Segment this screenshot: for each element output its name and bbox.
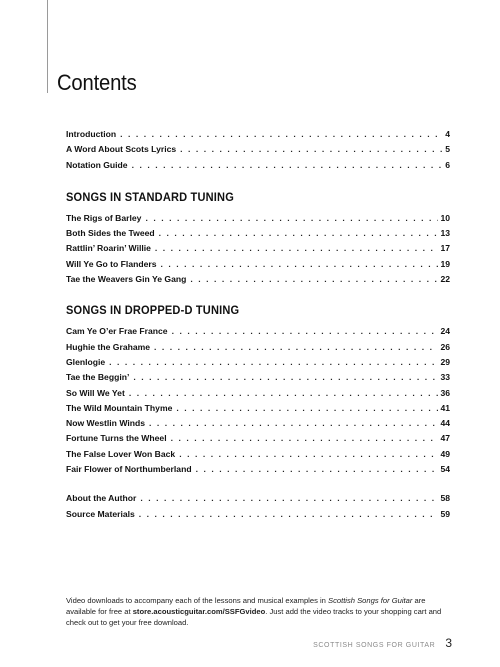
toc-entry-title: Introduction bbox=[66, 129, 117, 139]
toc-entry[interactable] bbox=[66, 142, 450, 157]
toc-entry-page: 19 bbox=[440, 258, 450, 269]
dot-leader bbox=[196, 462, 439, 477]
toc-entry[interactable] bbox=[66, 401, 450, 416]
toc-entry-page: 10 bbox=[440, 212, 450, 223]
toc-entry-page: 4 bbox=[445, 129, 450, 139]
toc-entry-title: Fortune Turns the Wheel bbox=[66, 433, 167, 444]
table-of-contents bbox=[66, 127, 450, 522]
toc-entry-page: 54 bbox=[440, 464, 450, 475]
spacer bbox=[66, 287, 450, 302]
toc-entry-page: 13 bbox=[440, 228, 450, 239]
dot-leader bbox=[133, 370, 438, 385]
toc-entry-page: 58 bbox=[440, 493, 450, 504]
video-download-note bbox=[66, 595, 452, 628]
toc-entry-title: Tae the Weavers Gin Ye Gang bbox=[66, 274, 187, 285]
dot-leader bbox=[179, 447, 438, 462]
dot-leader bbox=[180, 142, 443, 157]
dot-leader bbox=[159, 226, 439, 241]
toc-entry-page: 6 bbox=[445, 159, 450, 170]
back-matter-section bbox=[66, 491, 450, 522]
toc-entry-title: Hughie the Grahame bbox=[66, 341, 151, 352]
toc-entry[interactable] bbox=[66, 416, 450, 431]
toc-entry[interactable] bbox=[66, 386, 450, 401]
toc-entry-title: Will Ye Go to Flanders bbox=[66, 258, 157, 269]
toc-entry[interactable] bbox=[66, 462, 450, 477]
toc-entry-page: 36 bbox=[440, 387, 450, 398]
dot-leader bbox=[161, 257, 439, 272]
dot-leader bbox=[172, 324, 439, 339]
toc-entry[interactable] bbox=[66, 272, 450, 287]
toc-entry[interactable] bbox=[66, 507, 450, 522]
toc-entry-title: Tae the Beggin’ bbox=[66, 372, 130, 383]
toc-entry-title: Both Sides the Tweed bbox=[66, 228, 155, 239]
section-heading: SONGS IN DROPPED-D TUNING bbox=[66, 303, 240, 318]
dot-leader bbox=[154, 340, 438, 355]
toc-entry-title: Glenlogie bbox=[66, 356, 106, 367]
dot-leader bbox=[139, 507, 439, 522]
toc-entry-page: 29 bbox=[440, 356, 450, 367]
note-text: Video downloads to accompany each of the lessons and musical examples in bbox=[66, 595, 328, 605]
book-title: Scottish Songs for Guitar bbox=[328, 595, 413, 605]
toc-entry[interactable] bbox=[66, 491, 450, 506]
toc-entry-title: About the Author bbox=[66, 493, 137, 504]
dot-leader bbox=[109, 355, 438, 370]
toc-entry[interactable] bbox=[66, 370, 450, 385]
dot-leader bbox=[132, 158, 444, 173]
toc-entry-page: 49 bbox=[440, 448, 450, 459]
toc-entry[interactable] bbox=[66, 158, 450, 173]
front-matter-section bbox=[66, 127, 450, 173]
toc-entry[interactable] bbox=[66, 355, 450, 370]
toc-entry-page: 47 bbox=[440, 433, 450, 444]
toc-entry-title: Notation Guide bbox=[66, 159, 128, 170]
toc-entry[interactable] bbox=[66, 127, 450, 142]
standard-tuning-section bbox=[66, 189, 450, 287]
toc-entry-title: The False Lover Won Back bbox=[66, 448, 176, 459]
toc-entry-title: So Will We Yet bbox=[66, 387, 125, 398]
toc-entry-page: 44 bbox=[440, 418, 450, 429]
toc-entry[interactable] bbox=[66, 211, 450, 226]
page-footer bbox=[313, 636, 452, 650]
note-text: . Just add the video tracks to your shopping cart and check out to get your free download. bbox=[66, 606, 442, 627]
toc-entry-page: 24 bbox=[440, 326, 450, 337]
video-url-link[interactable]: store.acousticguitar.com/SSFGvideo bbox=[132, 606, 266, 616]
toc-entry[interactable] bbox=[66, 257, 450, 272]
toc-entry-page: 41 bbox=[440, 402, 450, 413]
dot-leader bbox=[171, 431, 439, 446]
toc-entry-title: The Rigs of Barley bbox=[66, 212, 142, 223]
toc-entry-title: The Wild Mountain Thyme bbox=[66, 402, 173, 413]
spacer bbox=[66, 477, 450, 491]
dropped-d-tuning-section bbox=[66, 302, 450, 477]
toc-entry[interactable] bbox=[66, 447, 450, 462]
dot-leader bbox=[145, 211, 438, 226]
toc-entry-page: 33 bbox=[440, 372, 450, 383]
dot-leader bbox=[140, 491, 438, 506]
toc-entry-title: Rattlin’ Roarin’ Willie bbox=[66, 243, 151, 254]
dot-leader bbox=[149, 416, 438, 431]
toc-entry-title: A Word About Scots Lyrics bbox=[66, 144, 177, 155]
dot-leader bbox=[190, 272, 438, 287]
page-number: 3 bbox=[445, 636, 452, 650]
spacer bbox=[66, 173, 450, 189]
toc-entry-title: Source Materials bbox=[66, 508, 135, 519]
dot-leader bbox=[129, 386, 439, 401]
margin-rule bbox=[47, 0, 48, 93]
dot-leader bbox=[155, 241, 439, 256]
page-title: Contents bbox=[57, 70, 137, 95]
note-text: are available for free at bbox=[66, 595, 426, 616]
toc-entry-page: 17 bbox=[440, 243, 450, 254]
toc-entry[interactable] bbox=[66, 431, 450, 446]
toc-entry[interactable] bbox=[66, 226, 450, 241]
toc-entry[interactable] bbox=[66, 340, 450, 355]
toc-entry[interactable] bbox=[66, 241, 450, 256]
section-heading: SONGS IN STANDARD TUNING bbox=[66, 189, 234, 204]
toc-entry-title: Cam Ye O’er Frae France bbox=[66, 326, 168, 337]
toc-entry-title: Now Westlin Winds bbox=[66, 418, 146, 429]
toc-entry-page: 5 bbox=[445, 144, 450, 155]
dot-leader bbox=[120, 127, 443, 142]
toc-entry-page: 22 bbox=[440, 274, 450, 285]
toc-entry-page: 59 bbox=[440, 508, 450, 519]
toc-entry[interactable] bbox=[66, 324, 450, 339]
dot-leader bbox=[176, 401, 438, 416]
toc-entry-page: 26 bbox=[440, 341, 450, 352]
toc-entry-title: Fair Flower of Northumberland bbox=[66, 464, 192, 475]
running-title: SCOTTISH SONGS FOR GUITAR bbox=[313, 642, 436, 649]
